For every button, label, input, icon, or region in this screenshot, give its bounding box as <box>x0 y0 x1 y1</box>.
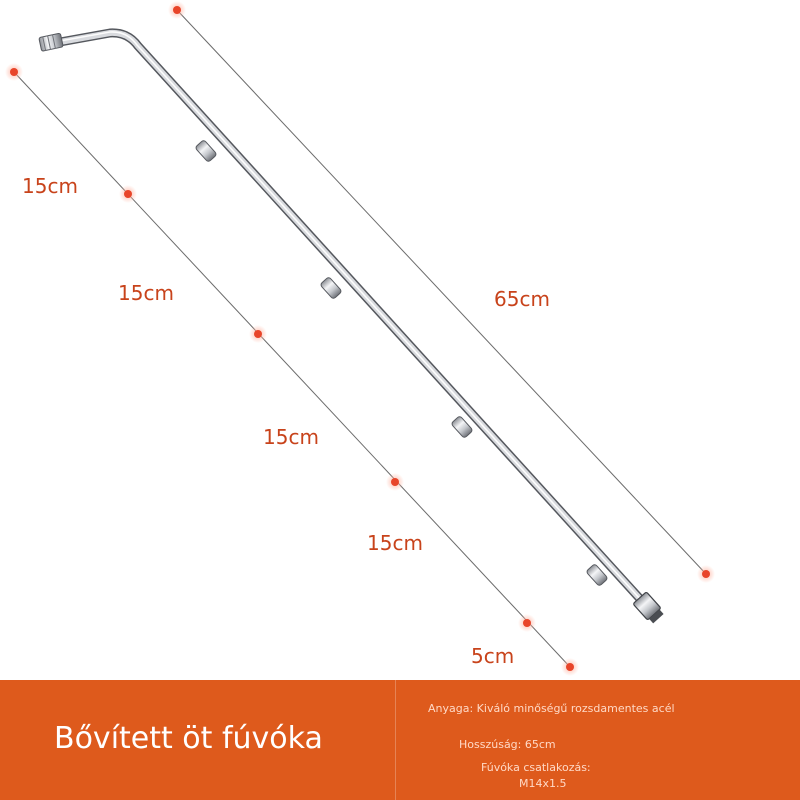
marker-dot <box>518 614 536 632</box>
nozzle-fitting <box>195 140 217 163</box>
segment-length-label: 15cm <box>118 281 174 305</box>
nozzle-connection-spec: Fúvóka csatlakozás: <box>481 761 591 774</box>
banner-divider <box>395 680 396 800</box>
segment-dimension-line <box>14 72 570 667</box>
nozzle-fitting <box>586 564 608 587</box>
banner-title: Bővített öt fúvóka <box>54 721 323 756</box>
marker-dot <box>5 63 23 81</box>
material-spec: Anyaga: Kiváló minőségű rozsdamentes acél <box>428 702 675 715</box>
nozzle-fitting <box>320 277 342 300</box>
marker-dot <box>697 565 715 583</box>
product-banner <box>0 680 800 800</box>
nozzle-fitting <box>451 416 473 439</box>
segment-length-label: 15cm <box>22 174 78 198</box>
spray-wand <box>39 32 665 625</box>
marker-dot <box>168 1 186 19</box>
total-length-label: 65cm <box>494 287 550 311</box>
segment-length-label: 5cm <box>471 644 515 668</box>
marker-dot <box>119 185 137 203</box>
segment-length-label: 15cm <box>263 425 319 449</box>
marker-dot <box>386 473 404 491</box>
segment-length-label: 15cm <box>367 531 423 555</box>
nozzle-connection-value: M14x1.5 <box>519 777 567 790</box>
marker-dot <box>561 658 579 676</box>
tip-nozzle <box>39 33 63 51</box>
marker-dot <box>249 325 267 343</box>
total-length-dimension-line <box>177 10 706 574</box>
length-spec: Hosszúság: 65cm <box>459 738 556 751</box>
